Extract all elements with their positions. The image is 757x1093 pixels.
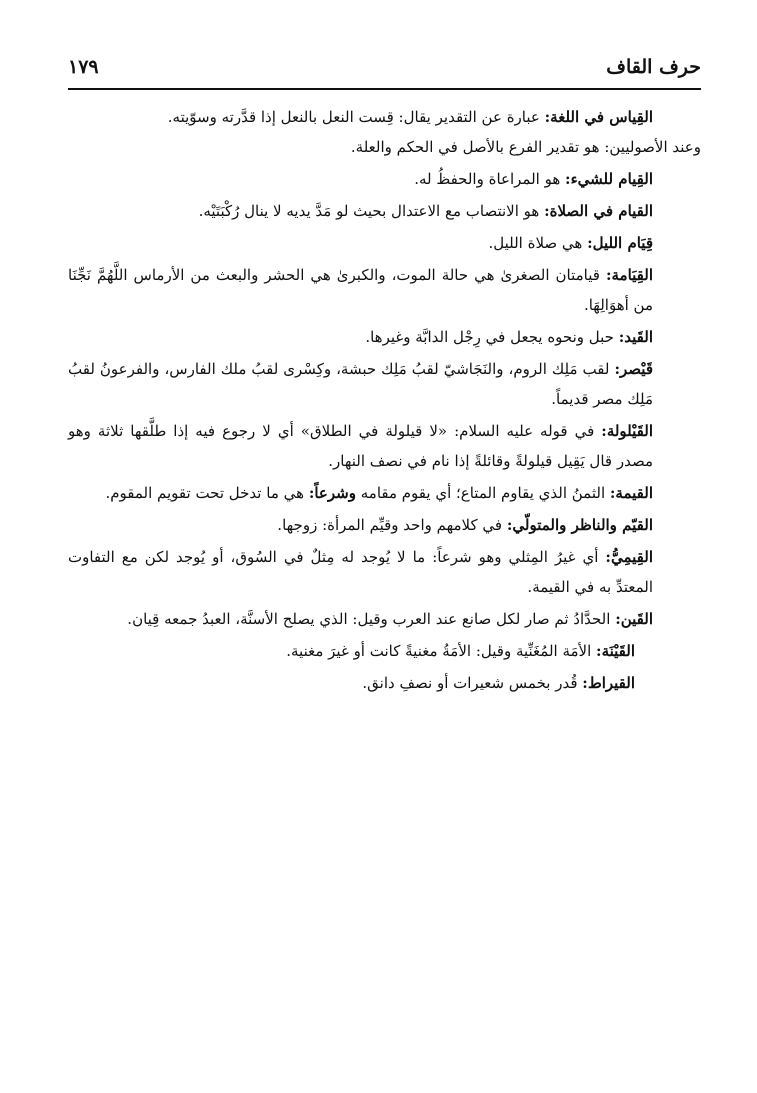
entry-term: قِيَام الليل: — [587, 234, 653, 252]
entry-qayd — [68, 322, 701, 352]
entry-qiyamah — [68, 260, 701, 320]
entry-qaylulah — [68, 416, 701, 476]
entry-definition: هو الانتصاب مع الاعتدال بحيث لو مَدَّ يديه لا ينال رُكْبَتَيْه. — [198, 202, 545, 220]
entry-term: القِيَامة: — [605, 266, 653, 284]
entry-term: القَيْلولة: — [601, 422, 653, 440]
entry-qayyim — [68, 510, 701, 540]
entry-qaynah — [68, 636, 701, 666]
entry-term: القَيد: — [618, 328, 653, 346]
entry-term: القِيمِيُّ: — [605, 548, 653, 566]
entry-qirat — [68, 668, 701, 698]
entry-definition: الأمَة المُغَنِّية وقيل: الأمَةُ مغنيةً كانت أو غيرَ مغنية. — [286, 642, 597, 660]
entry-definition: عبارة عن التقدير يقال: قِست النعل بالنعل إذا قدَّرته وسوّيته. — [167, 108, 545, 126]
entry-definition: الحدَّادُ ثم صار لكل صانع عند العرب وقيل: الذي يصلح الأسنَّة، العبدُ جمعه قِيان. — [127, 610, 616, 628]
entry-definition: في كلامهم واحد وقيِّم المرأة: زوجها. — [277, 516, 507, 534]
entry-definition: هو المراعاة والحفظُ له. — [414, 170, 566, 188]
entry-term: القِياس في اللغة: — [544, 108, 653, 126]
entry-term: القيام في الصلاة: — [544, 202, 653, 220]
entry-definition: قيامتان الصغرىٰ هي حالة الموت، والكبرىٰ هي الحشر والبعث من الأرماس اللَّهُمَّ نَجِّنَا من أهوَالِهَا. — [68, 266, 653, 314]
page-number: ١٧٩ — [68, 56, 99, 78]
entry-list — [68, 102, 701, 698]
entry-term-secondary: وشرعاً: — [308, 484, 356, 502]
entry-term: القَين: — [615, 610, 653, 628]
entry-term: القِيام للشيء: — [565, 170, 653, 188]
entry-term: القيّم والناظر والمتولّي: — [506, 516, 653, 534]
page-header — [68, 52, 701, 90]
entry-qiyas — [68, 102, 701, 162]
chapter-title: حرف القاف — [606, 56, 701, 78]
entry-term: قَيْصر: — [614, 360, 653, 378]
entry-qimah — [68, 478, 701, 508]
entry-qayn — [68, 604, 701, 634]
entry-definition: قُدر بخمس شعيرات أو نصفِ دانق. — [362, 674, 583, 692]
entry-term: القَيْنَة: — [596, 642, 635, 660]
entry-qiyam-lil-shay — [68, 164, 701, 194]
dictionary-page — [68, 52, 701, 698]
entry-term: القيمة: — [609, 484, 653, 502]
entry-qimi — [68, 542, 701, 602]
entry-definition: أي غيرُ المِثلي وهو شرعاً: ما لا يُوجد له مِثلٌ في السُوق، أو يُوجد لكن مع التفاوت المعتدِّ به في القيمة. — [68, 548, 653, 596]
entry-continuation: وعند الأصوليين: هو تقدير الفرع بالأصل في الحكم والعلة. — [350, 138, 701, 156]
entry-qiyam-layl — [68, 228, 701, 258]
entry-qaysar — [68, 354, 701, 414]
entry-definition: حبل ونحوه يجعل في رِجْل الدابَّة وغيرها. — [365, 328, 619, 346]
entry-term: القيراط: — [582, 674, 635, 692]
entry-definition: هي صلاة الليل. — [488, 234, 588, 252]
entry-definition-secondary: هي ما تدخل تحت تقويم المقوم. — [105, 484, 309, 502]
entry-definition: لقب مَلِك الروم، والنَجَاشيّ لقبُ مَلِك حبشة، وكِسْرى لقبُ ملك الفارس، والفرعونُ لقبُ مَلِك مصر قديماً. — [68, 360, 653, 408]
entry-definition: في قوله عليه السلام: «لا قيلولة في الطلاق» أي لا رجوع فيه إذا طلَّقها ثلاثة وهو مصدر قال يَقِيل قيلولةً وقائلةً إذا نام في نصف النهار. — [68, 422, 653, 470]
entry-definition: الثمنُ الذي يقاوم المتاع؛ أي يقوم مقامه — [355, 484, 610, 502]
entry-qiyam-salah — [68, 196, 701, 226]
